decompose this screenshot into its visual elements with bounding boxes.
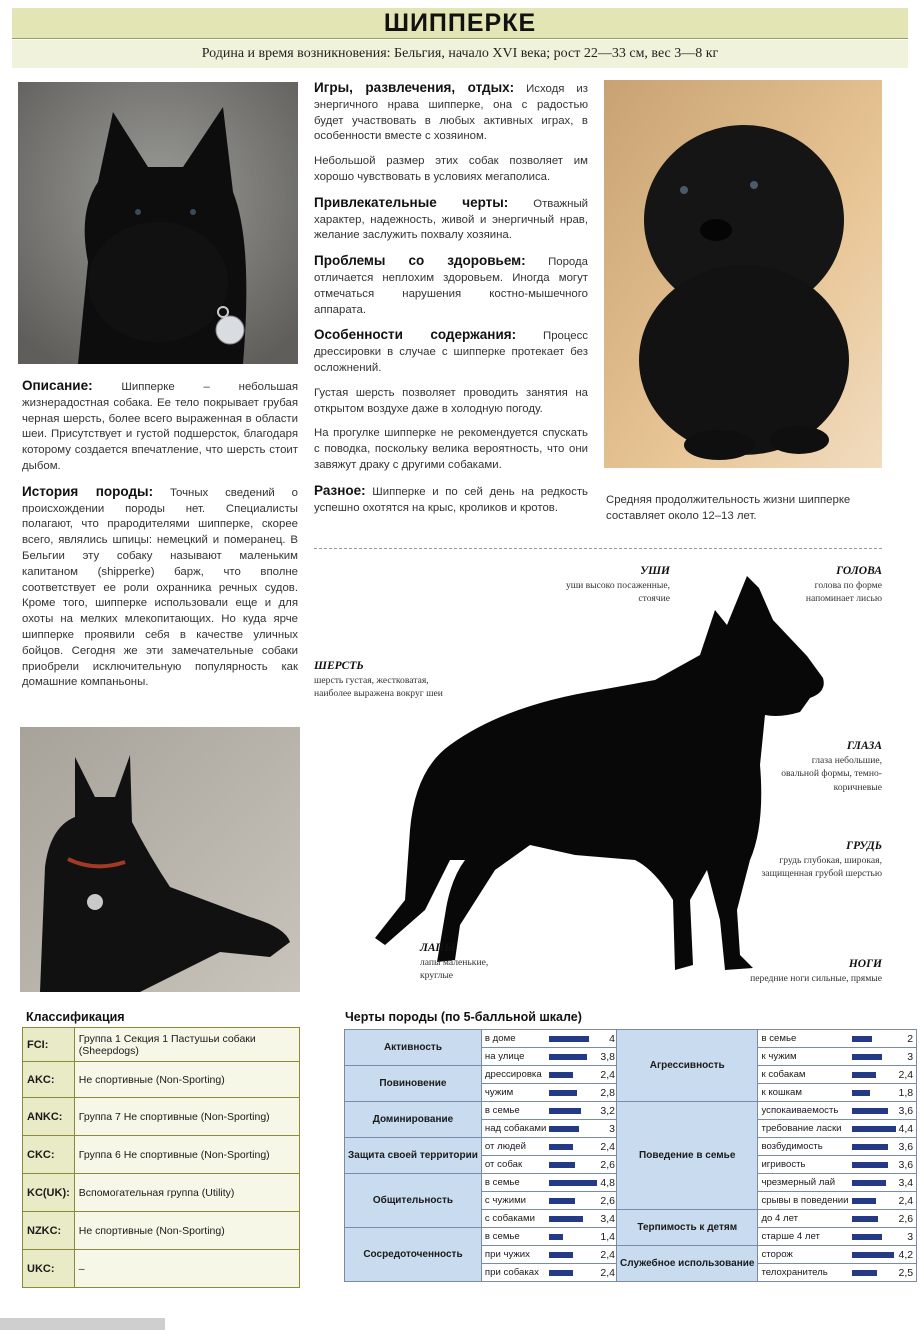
trait-bar [549, 1036, 589, 1042]
trait-bar-cell [549, 1138, 597, 1156]
care-heading: Особенности содержания: [314, 327, 517, 343]
trait-group-name: Защита своей территории [345, 1138, 482, 1174]
classification-value: Вспомогательная группа (Utility) [74, 1174, 299, 1212]
trait-value: 3,8 [597, 1048, 618, 1066]
photo-puppy [604, 80, 882, 468]
classification-row [23, 1250, 300, 1288]
trait-value: 2 [896, 1030, 917, 1048]
trait-row [345, 1228, 619, 1246]
trait-label: требование ласки [758, 1120, 852, 1138]
trait-bar [852, 1216, 878, 1222]
trait-label: в семье [481, 1174, 549, 1192]
trait-row [345, 1138, 619, 1156]
trait-row [617, 1246, 917, 1264]
trait-bar-cell [852, 1030, 896, 1048]
trait-label: в семье [481, 1102, 549, 1120]
trait-group-name: Поведение в семье [617, 1102, 758, 1210]
trait-value: 1,4 [597, 1228, 618, 1246]
trait-bar-cell [549, 1174, 597, 1192]
trait-label: над собаками [481, 1120, 549, 1138]
trait-value: 4,2 [896, 1246, 917, 1264]
trait-bar [852, 1144, 888, 1150]
eyes-title: ГЛАЗА [846, 740, 882, 752]
trait-bar [852, 1054, 882, 1060]
trait-bar [549, 1108, 581, 1114]
trait-value: 3,6 [896, 1156, 917, 1174]
trait-value: 3 [896, 1228, 917, 1246]
trait-bar [549, 1126, 579, 1132]
trait-bar-cell [852, 1246, 896, 1264]
trait-bar [852, 1252, 894, 1258]
trait-bar-cell [549, 1228, 597, 1246]
trait-label: в семье [758, 1030, 852, 1048]
trait-value: 2,4 [896, 1192, 917, 1210]
trait-bar-cell [549, 1066, 597, 1084]
trait-label: до 4 лет [758, 1210, 852, 1228]
trait-group-name: Активность [345, 1030, 482, 1066]
trait-value: 3,4 [896, 1174, 917, 1192]
trait-bar [852, 1270, 877, 1276]
trait-bar [852, 1036, 872, 1042]
trait-group-name: Агрессивность [617, 1030, 758, 1102]
eyes-text: глаза небольшие, овальной формы, темно-коричневые [781, 754, 882, 793]
trait-group-name: Доминирование [345, 1102, 482, 1138]
trait-value: 3 [896, 1048, 917, 1066]
head-text: голова по форме напоминает лисью [805, 579, 882, 604]
trait-value: 2,4 [597, 1246, 618, 1264]
trait-bar [549, 1270, 573, 1276]
separator [314, 548, 882, 549]
trait-value: 2,6 [896, 1210, 917, 1228]
classification-row [23, 1098, 300, 1136]
classification-key: UKC: [23, 1250, 75, 1288]
trait-value: 3,2 [597, 1102, 618, 1120]
trait-bar-cell [852, 1066, 896, 1084]
classification-title: Классификация [26, 1010, 125, 1024]
trait-group-name: Общительность [345, 1174, 482, 1228]
trait-label: сторож [758, 1246, 852, 1264]
trait-value: 3 [597, 1120, 618, 1138]
middle-column [314, 80, 588, 525]
trait-value: 2,6 [597, 1192, 618, 1210]
trait-label: телохранитель [758, 1264, 852, 1282]
chest-text: грудь глубокая, широкая, защищенная грубой шерстью [761, 854, 882, 879]
coat-text: Густая шерсть позволяет проводить занятия на открытом воздухе даже в холодную погоду. [314, 386, 588, 415]
classification-key: AKC: [23, 1062, 75, 1098]
classification-key: NZKC: [23, 1212, 75, 1250]
trait-bar [549, 1144, 573, 1150]
trait-bar [549, 1180, 597, 1186]
ears-text: уши высоко посаженные, стоячие [565, 579, 670, 604]
trait-bar [852, 1162, 888, 1168]
trait-group-name: Терпимость к детям [617, 1210, 758, 1246]
callout-legs [712, 958, 882, 985]
trait-label: при собаках [481, 1264, 549, 1282]
trait-bar-cell [549, 1156, 597, 1174]
classification-row [23, 1062, 300, 1098]
trait-bar-cell [852, 1120, 896, 1138]
trait-bar-cell [549, 1192, 597, 1210]
description-text: Шипперке – небольшая жизнерадостная собака. Ее тело покрывает грубая черная шерсть, более всего выраженная в области шеи. Присутствует и густой подшерсток, благодаря которому создается впечатление, что шерсть стоит дыбом. [22, 381, 298, 472]
classification-value: Группа 7 Не спортивные (Non-Sporting) [74, 1098, 299, 1136]
trait-label: дрессировка [481, 1066, 549, 1084]
callout-eyes [772, 740, 882, 794]
trait-value: 3,4 [597, 1210, 618, 1228]
trait-bar [549, 1234, 563, 1240]
callout-coat [314, 660, 454, 701]
photo-dog-lying [20, 727, 300, 992]
trait-label: возбудимость [758, 1138, 852, 1156]
history-text: Точных сведений о происхождении породы нет. Специалисты полагают, что прародителями шипперке, скорее всего, являлись шпицы: немецкий и померанец. В Бельгии эту собаку называют маленьким капитаном (shipperke) барж, что вполне соответствует ее роли охранника речных судов. Кроме того, шипперке использовали еще и для охоты на мелких млекопитающих. Но куда ярче шипперке проявили себя в качестве уличных бойцов. Сегодня же эти замечательные собаки приобрели исключительную популярность как домашние компаньоны. [22, 486, 299, 689]
trait-bar [852, 1234, 882, 1240]
trait-bar [852, 1126, 896, 1132]
trait-label: в семье [481, 1228, 549, 1246]
trait-row [617, 1210, 917, 1228]
callout-paws [420, 942, 520, 983]
callout-chest [730, 840, 882, 881]
trait-label: к кошкам [758, 1084, 852, 1102]
trait-bar [852, 1108, 888, 1114]
trait-row [345, 1102, 619, 1120]
classification-value: Группа 1 Секция 1 Пастушьи собаки (Sheepdogs) [74, 1028, 299, 1062]
classification-value: Не спортивные (Non-Sporting) [74, 1062, 299, 1098]
classification-row [23, 1212, 300, 1250]
trait-label: с собаками [481, 1210, 549, 1228]
trait-bar [549, 1252, 573, 1258]
trait-bar-cell [549, 1264, 597, 1282]
trait-label: срывы в поведении [758, 1192, 852, 1210]
trait-value: 4,4 [896, 1120, 917, 1138]
trait-value: 2,4 [896, 1066, 917, 1084]
trait-bar-cell [852, 1174, 896, 1192]
trait-bar [852, 1090, 870, 1096]
trait-bar-cell [852, 1138, 896, 1156]
head-title: ГОЛОВА [836, 565, 882, 577]
misc-heading: Разное: [314, 482, 366, 498]
trait-label: к чужим [758, 1048, 852, 1066]
photo-dog-head [18, 82, 298, 364]
trait-bar-cell [852, 1048, 896, 1066]
health-text: Порода отличается неплохим здоровьем. Иногда могут отмечаться нарушения костно-мышечного аппарата. [314, 256, 588, 316]
trait-value: 2,4 [597, 1066, 618, 1084]
trait-label: к собакам [758, 1066, 852, 1084]
trait-group-name: Повиновение [345, 1066, 482, 1102]
traits-text: Отважный характер, надежность, живой и энергичный нрав, желание заслужить похвалу хозяина. [314, 197, 588, 242]
trait-label: от собак [481, 1156, 549, 1174]
trait-bar [549, 1054, 587, 1060]
games-heading: Игры, развлечения, отдых: [314, 80, 515, 95]
trait-bar [852, 1198, 876, 1204]
left-column [22, 378, 298, 700]
trait-bar-cell [852, 1102, 896, 1120]
trait-label: чрезмерный лай [758, 1174, 852, 1192]
trait-value: 4 [597, 1030, 618, 1048]
title-bar [12, 8, 908, 39]
classification-key: FCI: [23, 1028, 75, 1062]
trait-bar-cell [549, 1210, 597, 1228]
trait-row [345, 1030, 619, 1048]
walk-text: На прогулке шипперке не рекомендуется спускать с поводка, поскольку велика вероятность, что они завяжут драку с другими собаками. [314, 427, 588, 471]
chest-title: ГРУДЬ [846, 840, 882, 852]
classification-row [23, 1174, 300, 1212]
page-title: ШИППЕРКЕ [383, 9, 537, 37]
trait-bar-cell [549, 1102, 597, 1120]
classification-table [22, 1027, 300, 1288]
classification-value: – [74, 1250, 299, 1288]
trait-bar [549, 1072, 573, 1078]
trait-bar-cell [852, 1264, 896, 1282]
traits-heading: Привлекательные черты: [314, 194, 509, 210]
legs-title: НОГИ [848, 958, 882, 970]
trait-bar [549, 1162, 575, 1168]
traits-title: Черты породы (по 5-балльной шкале) [345, 1010, 582, 1024]
classification-row [23, 1136, 300, 1174]
coat-title: ШЕРСТЬ [314, 660, 364, 672]
trait-row [617, 1030, 917, 1048]
trait-bar [549, 1090, 577, 1096]
trait-label: успокаиваемость [758, 1102, 852, 1120]
trait-label: на улице [481, 1048, 549, 1066]
trait-bar [852, 1072, 876, 1078]
classification-key: CKC: [23, 1136, 75, 1174]
trait-value: 2,8 [597, 1084, 618, 1102]
traits-table-right [616, 1029, 917, 1282]
trait-bar-cell [549, 1048, 597, 1066]
trait-label: чужим [481, 1084, 549, 1102]
trait-value: 2,4 [597, 1138, 618, 1156]
trait-bar-cell [549, 1030, 597, 1048]
trait-value: 3,6 [896, 1138, 917, 1156]
traits-table-left [344, 1029, 619, 1282]
health-heading: Проблемы со здоровьем: [314, 253, 526, 269]
trait-value: 3,6 [896, 1102, 917, 1120]
classification-key: ANKC: [23, 1098, 75, 1136]
trait-label: в доме [481, 1030, 549, 1048]
subtitle-bar [12, 40, 908, 68]
trait-bar [549, 1216, 583, 1222]
trait-value: 1,8 [896, 1084, 917, 1102]
classification-value: Не спортивные (Non-Sporting) [74, 1212, 299, 1250]
trait-value: 2,5 [896, 1264, 917, 1282]
dog-silhouette [355, 570, 835, 1000]
care-text: Процесс дрессировки в случае с шипперке протекает без осложнений. [314, 330, 588, 374]
trait-bar-cell [852, 1084, 896, 1102]
classification-value: Группа 6 Не спортивные (Non-Sporting) [74, 1136, 299, 1174]
trait-row [345, 1066, 619, 1084]
trait-label: при чужих [481, 1246, 549, 1264]
ears-title: УШИ [640, 565, 670, 577]
description-heading: Описание: [22, 378, 93, 393]
trait-bar-cell [852, 1228, 896, 1246]
games-text: Исходя из энергичного нрава шипперке, она с радостью будет участвовать в любых активных играх, в особенности вместе с хозяином. [314, 83, 589, 143]
paws-title: ЛАПЫ [420, 942, 456, 954]
trait-bar-cell [852, 1156, 896, 1174]
trait-bar-cell [549, 1084, 597, 1102]
lifespan-caption: Средняя продолжительность жизни шипперке составляет около 12–13 лет. [606, 494, 851, 522]
trait-bar [549, 1198, 575, 1204]
trait-bar-cell [549, 1120, 597, 1138]
page-subtitle: Родина и время возникновения: Бельгия, начало XVI века; рост 22—33 см, вес 3—8 кг [201, 46, 719, 61]
trait-value: 2,6 [597, 1156, 618, 1174]
paws-text: лапы маленькие, круглые [420, 956, 489, 981]
trait-label: с чужими [481, 1192, 549, 1210]
classification-row [23, 1028, 300, 1062]
bottom-strip [0, 1318, 165, 1330]
trait-value: 2,4 [597, 1264, 618, 1282]
trait-label: старше 4 лет [758, 1228, 852, 1246]
trait-group-name: Сосредоточенность [345, 1228, 482, 1282]
classification-key: KC(UK): [23, 1174, 75, 1212]
trait-bar [852, 1180, 886, 1186]
history-heading: История породы: [22, 483, 154, 499]
trait-label: от людей [481, 1138, 549, 1156]
coat-text-callout: шерсть густая, жестковатая, наиболее выражена вокруг шеи [314, 674, 443, 699]
legs-text: передние ноги сильные, прямые [750, 972, 882, 984]
trait-value: 4,8 [597, 1174, 618, 1192]
size-text: Небольшой размер этих собак позволяет им хорошо чувствовать в условиях мегаполиса. [314, 155, 588, 183]
callout-head [770, 565, 882, 606]
callout-ears [560, 565, 670, 606]
trait-row [345, 1174, 619, 1192]
trait-bar-cell [852, 1210, 896, 1228]
trait-bar-cell [852, 1192, 896, 1210]
trait-row [617, 1102, 917, 1120]
trait-bar-cell [549, 1246, 597, 1264]
misc-text: Шипперке и по сей день на редкость успешно охотятся на крыс, кроликов и кротов. [314, 485, 588, 514]
trait-group-name: Служебное использование [617, 1246, 758, 1282]
trait-label: игривость [758, 1156, 852, 1174]
